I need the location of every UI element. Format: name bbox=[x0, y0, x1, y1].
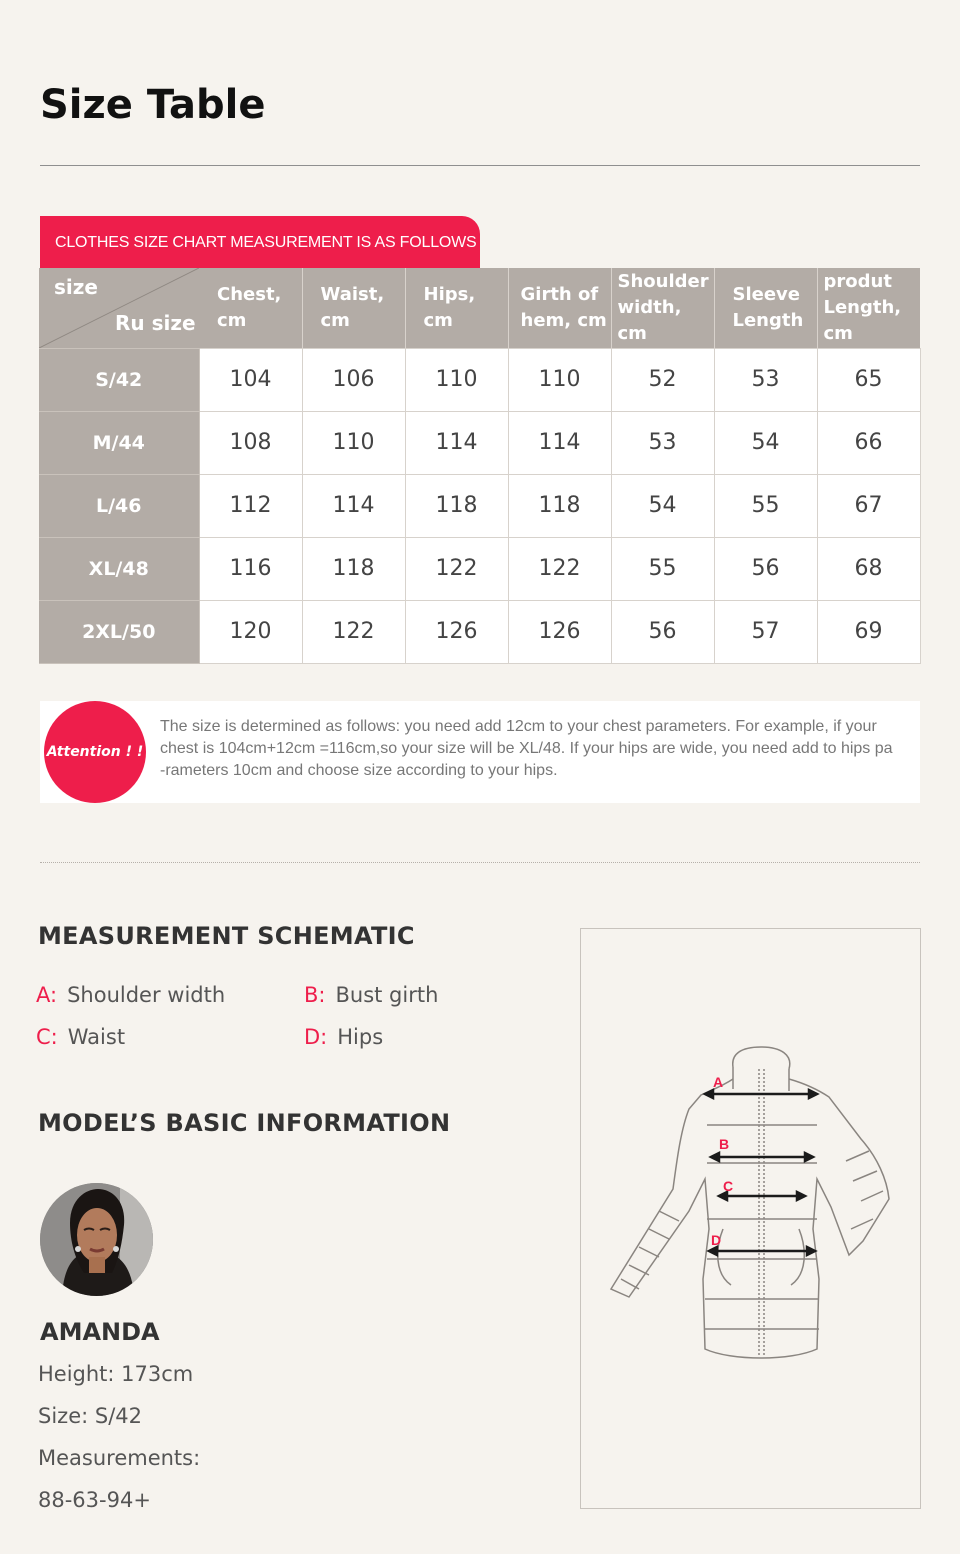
size-chart-banner: CLOTHES SIZE CHART MEASUREMENT IS AS FOLLOWS bbox=[40, 216, 480, 268]
model-size: Size: S/42 bbox=[38, 1404, 142, 1428]
table-cell: 66 bbox=[817, 411, 920, 474]
table-header-row bbox=[39, 268, 920, 348]
table-cell: 126 bbox=[405, 600, 508, 663]
column-header: Hips, cm bbox=[405, 268, 508, 348]
legend-item-c bbox=[36, 1025, 125, 1049]
attention-note bbox=[40, 701, 920, 803]
size-table bbox=[39, 268, 921, 664]
schematic-heading: MEASUREMENT SCHEMATIC bbox=[38, 922, 415, 950]
jacket-diagram-icon bbox=[581, 929, 920, 1508]
table-cell: 68 bbox=[817, 537, 920, 600]
table-row bbox=[39, 537, 920, 600]
table-row bbox=[39, 411, 920, 474]
legend-letter: D: bbox=[304, 1025, 328, 1049]
model-portrait-icon bbox=[40, 1183, 153, 1296]
section-divider bbox=[40, 862, 920, 863]
legend-letter: A: bbox=[36, 983, 58, 1007]
table-cell: 106 bbox=[302, 348, 405, 411]
table-cell: 122 bbox=[508, 537, 611, 600]
table-cell: 56 bbox=[611, 600, 714, 663]
table-cell: 110 bbox=[302, 411, 405, 474]
attention-badge: Attention ! ! bbox=[44, 701, 146, 803]
table-cell: 52 bbox=[611, 348, 714, 411]
column-header: Girth of hem, cm bbox=[508, 268, 611, 348]
table-cell: 104 bbox=[199, 348, 302, 411]
table-cell: 55 bbox=[611, 537, 714, 600]
page-title: Size Table bbox=[40, 82, 266, 128]
legend-label: Waist bbox=[67, 1025, 126, 1049]
model-avatar bbox=[40, 1183, 153, 1296]
table-cell: 120 bbox=[199, 600, 302, 663]
table-cell: 53 bbox=[611, 411, 714, 474]
model-height: Height: 173cm bbox=[38, 1362, 194, 1386]
table-row bbox=[39, 474, 920, 537]
corner-size-label: size bbox=[54, 275, 98, 299]
table-cell: 67 bbox=[817, 474, 920, 537]
table-cell: 69 bbox=[817, 600, 920, 663]
table-cell: 110 bbox=[405, 348, 508, 411]
model-measurements: 88-63-94+ bbox=[38, 1488, 151, 1512]
mark-b: B bbox=[719, 1136, 730, 1152]
table-cell: 122 bbox=[302, 600, 405, 663]
column-header: Sleeve Length bbox=[714, 268, 817, 348]
legend-label: Hips bbox=[337, 1025, 384, 1049]
measurement-schematic bbox=[580, 928, 921, 1509]
table-cell: 114 bbox=[405, 411, 508, 474]
mark-c: C bbox=[723, 1178, 734, 1194]
legend-item-a bbox=[36, 983, 225, 1007]
table-cell: 112 bbox=[199, 474, 302, 537]
table-cell: 114 bbox=[508, 411, 611, 474]
size-cell: 2XL/50 bbox=[39, 600, 199, 663]
mark-a: A bbox=[713, 1074, 724, 1090]
table-cell: 55 bbox=[714, 474, 817, 537]
table-row bbox=[39, 348, 920, 411]
table-cell: 54 bbox=[714, 411, 817, 474]
column-header: Waist, cm bbox=[302, 268, 405, 348]
table-cell: 53 bbox=[714, 348, 817, 411]
model-name: AMANDA bbox=[40, 1318, 160, 1346]
table-cell: 116 bbox=[199, 537, 302, 600]
column-header: Shoulder width, cm bbox=[611, 268, 714, 348]
table-cell: 110 bbox=[508, 348, 611, 411]
legend-letter: B: bbox=[304, 983, 326, 1007]
model-heading: MODEL’S BASIC INFORMATION bbox=[38, 1109, 451, 1137]
size-cell: L/46 bbox=[39, 474, 199, 537]
legend-item-b bbox=[304, 983, 438, 1007]
column-header: Chest, cm bbox=[199, 268, 302, 348]
size-cell: S/42 bbox=[39, 348, 199, 411]
corner-ru-size-label: Ru size bbox=[115, 311, 196, 335]
table-cell: 126 bbox=[508, 600, 611, 663]
table-cell: 118 bbox=[302, 537, 405, 600]
legend-letter: C: bbox=[36, 1025, 58, 1049]
size-cell: XL/48 bbox=[39, 537, 199, 600]
table-cell: 56 bbox=[714, 537, 817, 600]
size-corner-header bbox=[39, 268, 199, 348]
attention-text: The size is determined as follows: you need add 12cm to your chest parameters. For example, if your chest is 104cm+12cm =116cm,so your size will be XL/48. If your hips are wide, you need add to hips pa -rameters 10cm and choose size according to your hips. bbox=[160, 718, 893, 779]
table-cell: 57 bbox=[714, 600, 817, 663]
table-cell: 65 bbox=[817, 348, 920, 411]
table-cell: 114 bbox=[302, 474, 405, 537]
table-cell: 118 bbox=[508, 474, 611, 537]
table-cell: 122 bbox=[405, 537, 508, 600]
legend-label: Shoulder width bbox=[67, 983, 226, 1007]
column-header: produt Length, cm bbox=[817, 268, 920, 348]
mark-d: D bbox=[711, 1232, 722, 1248]
table-row bbox=[39, 600, 920, 663]
table-cell: 118 bbox=[405, 474, 508, 537]
legend-item-d bbox=[304, 1025, 383, 1049]
size-cell: M/44 bbox=[39, 411, 199, 474]
legend-label: Bust girth bbox=[335, 983, 439, 1007]
model-measurements-label: Measurements: bbox=[38, 1446, 201, 1470]
table-cell: 108 bbox=[199, 411, 302, 474]
title-divider bbox=[40, 165, 920, 166]
table-cell: 54 bbox=[611, 474, 714, 537]
